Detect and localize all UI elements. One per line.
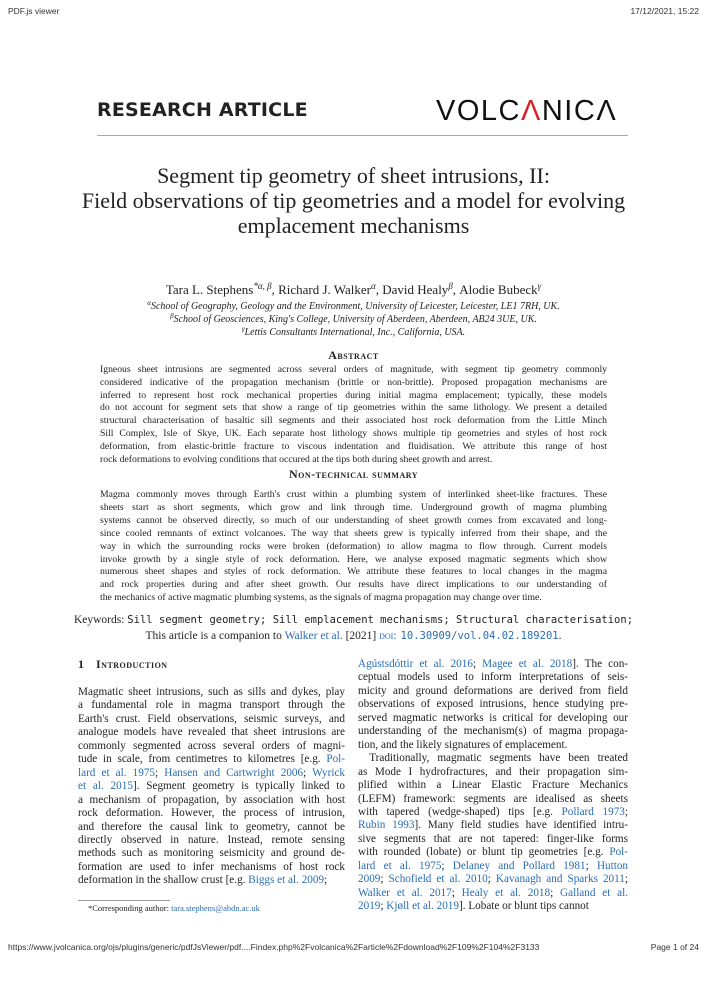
article-type-label: RESEARCH ARTICLE bbox=[97, 99, 308, 121]
text-run: ; bbox=[380, 873, 389, 886]
citation-link[interactable]: Pol- bbox=[609, 846, 628, 859]
text-run: ; bbox=[624, 873, 628, 886]
header-rule bbox=[97, 135, 628, 136]
author-email-link[interactable]: tara.stephens@abdn.ac.uk bbox=[171, 903, 260, 913]
author-name: David Healy bbox=[382, 282, 449, 297]
text-run: ; bbox=[380, 900, 387, 913]
text-line bbox=[100, 566, 607, 579]
title-line: emplacement mechanisms bbox=[237, 213, 470, 238]
text-line bbox=[78, 834, 345, 847]
logo-text: VOLC bbox=[436, 95, 521, 127]
citation-link[interactable]: Magee et al. 2018 bbox=[482, 658, 573, 670]
citation-link[interactable]: 2019 bbox=[358, 900, 381, 913]
keywords-list: Sill segment geometry; Sill emplacement mechanisms; Structural characterisation; bbox=[127, 614, 634, 626]
text-run: ; bbox=[441, 859, 453, 872]
text-run: ]. Many field studies have identified intru- bbox=[414, 819, 628, 832]
text-line bbox=[78, 767, 345, 780]
text-line bbox=[78, 686, 345, 699]
nts-heading: Non-technical summary bbox=[289, 467, 418, 481]
text-run: the mechanics of active magmatic plumbing systems, as the signals of magma propagation may change over time. bbox=[100, 592, 542, 604]
text-run: ; bbox=[585, 859, 597, 872]
author-name: Alodie Bubeck bbox=[459, 282, 538, 297]
companion-link[interactable]: Walker et al. bbox=[284, 630, 343, 642]
author-affiliation-mark: γ bbox=[537, 281, 542, 291]
text-run: ]. Segment geometry is typically linked to bbox=[132, 780, 345, 793]
section-title: Introduction bbox=[96, 657, 168, 671]
text-run: a mechanism of propagation, by association with host bbox=[78, 793, 345, 806]
text-run: ]. Lobate or blunt tips cannot bbox=[459, 900, 589, 913]
text-run: ; bbox=[155, 766, 165, 779]
text-line bbox=[100, 515, 607, 528]
text-run: ; bbox=[303, 766, 313, 779]
text-run: ; bbox=[550, 886, 561, 899]
author-name: Richard J. Walker bbox=[278, 282, 372, 297]
text-run: numerous sheet shapes and styles of rock deformation. We attribute these features to local changes in the magma bbox=[100, 566, 607, 578]
text-run: ; bbox=[472, 658, 483, 670]
text-run: Magmatic sheet intrusions, such as sills and dykes, play bbox=[78, 686, 345, 698]
citation-link[interactable]: Hutton bbox=[596, 859, 628, 872]
citation-link[interactable]: Pol- bbox=[326, 753, 345, 766]
text-line bbox=[100, 377, 607, 390]
text-line bbox=[358, 833, 628, 846]
text-run: rock deformations to evolving conditions that occured at the tips both during sheet growth and arrest. bbox=[100, 453, 493, 465]
author-affiliation-mark: β bbox=[448, 281, 453, 291]
citation-link[interactable]: Kjøll et al. 2019 bbox=[386, 900, 459, 913]
text-line bbox=[100, 364, 607, 377]
section-heading bbox=[78, 657, 168, 671]
punctuation: . bbox=[558, 630, 562, 642]
text-line bbox=[100, 502, 607, 515]
citation-link[interactable]: Hansen and Cartwright 2006 bbox=[164, 766, 304, 779]
text-line bbox=[358, 698, 628, 711]
text-run: and rock properties during and after sheet growth. Our results have direct implications to our understanding of bbox=[100, 579, 607, 591]
text-run: understanding of the mechanism(s) of magma propaga- bbox=[358, 725, 628, 738]
text-line bbox=[358, 779, 628, 792]
text-line bbox=[100, 554, 607, 567]
text-run: analogue models have revealed that sheet intrusions are bbox=[78, 726, 345, 739]
text-line bbox=[78, 740, 345, 753]
logo-accent: Λ bbox=[520, 95, 542, 127]
text-line bbox=[78, 874, 345, 887]
text-line bbox=[358, 712, 628, 725]
text-line bbox=[100, 489, 607, 502]
keywords bbox=[60, 613, 647, 627]
text-line bbox=[78, 821, 345, 834]
text-line bbox=[100, 428, 607, 441]
citation-link[interactable]: 2009 bbox=[358, 873, 381, 886]
author-affiliation-mark: *α, β bbox=[253, 281, 272, 291]
text-run: Sill Complex, Isle of Skye, UK. Each separate host lithology shows multiple tip geometries and styles of host rock bbox=[100, 428, 607, 439]
text-run: inferred to represent host rock mechanical properties during initial magma emplacement; typically, these models bbox=[100, 389, 607, 401]
text-run: ; bbox=[451, 886, 462, 899]
doi-link[interactable]: 10.30909/vol.04.02.189201 bbox=[400, 630, 559, 642]
abstract-heading: Abstract bbox=[328, 348, 379, 362]
footnote-rule bbox=[78, 900, 170, 901]
affiliation bbox=[60, 313, 647, 326]
affiliations bbox=[60, 300, 647, 339]
citation-link[interactable]: lard et al. 1975 bbox=[358, 859, 442, 872]
text-run: Igneous sheet intrusions are segmented across several orders of magnitude, with segment tip geometry commonly bbox=[100, 364, 607, 375]
text-line bbox=[358, 887, 628, 900]
text-run: rock deformation. However, the process of intrusion, bbox=[78, 807, 345, 820]
text-run: tude in scale, from centimetres to kilometres [e.g. bbox=[78, 753, 327, 766]
citation-link[interactable]: Delaney and Pollard 1981 bbox=[452, 859, 586, 872]
text-line bbox=[358, 793, 628, 806]
text-line bbox=[358, 766, 628, 779]
text-run: ; bbox=[624, 805, 628, 818]
text-line bbox=[358, 873, 628, 886]
text-run: invoke growth by a single style of rock deformation. Here, we analyse exposed magmatic segments which show bbox=[100, 553, 607, 565]
text-run: structural characterisation of basaltic sill segments and their associated host rock deformation from the Little Minch bbox=[100, 415, 607, 427]
text-run: commonly segmented across several orders of magni- bbox=[78, 739, 345, 752]
affiliation-text: School of Geosciences, King's College, University of Aberdeen, Aberdeen, AB24 3UE, UK. bbox=[173, 314, 537, 325]
affiliation bbox=[60, 300, 647, 313]
companion-year: [2021] bbox=[345, 630, 377, 642]
citation-link[interactable]: Pollard 1973 bbox=[561, 805, 625, 818]
affiliation-text: Lettis Consultants International, Inc., California, USA. bbox=[244, 327, 466, 338]
text-line bbox=[78, 794, 345, 807]
text-run: ; bbox=[324, 874, 328, 887]
affiliation bbox=[60, 326, 647, 339]
text-line bbox=[100, 402, 607, 415]
footnote bbox=[88, 903, 260, 913]
affiliation-mark: α bbox=[147, 299, 151, 307]
logo-text: NIC bbox=[541, 95, 597, 127]
citation-link[interactable]: et al. 2015 bbox=[78, 780, 133, 793]
text-line bbox=[358, 846, 628, 859]
text-line bbox=[78, 726, 345, 739]
text-line bbox=[100, 415, 607, 428]
citation-link[interactable]: Rubin 1993 bbox=[358, 819, 415, 832]
text-line bbox=[78, 780, 345, 793]
text-run: micity and ground deformations are derived from field bbox=[358, 684, 628, 697]
paper-title bbox=[60, 163, 647, 238]
print-url: https://www.jvolcanica.org/ojs/plugins/generic/pdfJsViewer/pdf....Findex.php%2Fvolcanica%2Farticle%2Fdownload%2F109%2F104%2F3133 bbox=[8, 942, 540, 952]
text-run: methods such as monitoring seismicity and ground de- bbox=[78, 847, 345, 860]
author-name: Tara L. Stephens bbox=[165, 282, 254, 297]
text-line bbox=[100, 441, 607, 454]
author-affiliation-mark: α bbox=[371, 281, 376, 291]
text-run: sive segments that are not tapered: finger-like forms bbox=[358, 832, 628, 845]
title-line: Field observations of tip geometries and a model for evolving bbox=[81, 188, 626, 213]
text-run: with tapered (wedge-shaped) tips [e.g. bbox=[358, 805, 562, 818]
text-run: since cooled remnants of extinct volcanoes. The way that sheets grew is typically inferred from their shape, and the bbox=[100, 527, 607, 539]
text-run: with rounded (lobate) or blunt tip geometries [e.g. bbox=[358, 846, 610, 859]
text-line bbox=[358, 860, 628, 873]
author-list: Tara L. Stephens$^{*\alpha, \beta}$, Richard J. Walker$^\alpha$, David Healy$^\beta$, Alodie Bubeck$^\gamma$ bbox=[165, 281, 542, 297]
text-line bbox=[100, 541, 607, 554]
text-run: plified within a Linear Elastic Fracture Mechanics bbox=[358, 779, 628, 792]
keywords-label: Keywords: bbox=[73, 614, 125, 626]
text-run: tion, and the likely signatures of emplacement. bbox=[358, 738, 568, 751]
citation-link[interactable]: Walker et al. 2017 bbox=[358, 886, 452, 899]
text-line bbox=[358, 806, 628, 819]
text-line bbox=[100, 528, 607, 541]
text-run: Earth's crust. Field observations, seismic surveys, and bbox=[78, 712, 345, 725]
text-line bbox=[100, 592, 607, 605]
text-line bbox=[100, 579, 607, 592]
companion-note bbox=[60, 629, 647, 643]
companion-text: This article is a companion to bbox=[145, 630, 282, 642]
text-line bbox=[358, 685, 628, 698]
text-run: a fundamental role in magma transport through the bbox=[78, 699, 345, 712]
text-line bbox=[78, 713, 345, 726]
citation-link[interactable]: Wyrick bbox=[312, 766, 345, 779]
journal-logo bbox=[436, 95, 617, 128]
text-run: ; bbox=[487, 873, 496, 886]
citation-link[interactable]: Ágústsdóttir et al. 2016 bbox=[358, 658, 473, 670]
logo-text: Λ bbox=[596, 95, 618, 127]
text-run: do not account for segment sets that show a range of tip geometries within the same lithology. We present a detailed bbox=[100, 402, 607, 414]
text-line bbox=[100, 390, 607, 403]
print-page-number: Page 1 of 24 bbox=[650, 942, 699, 952]
text-run: (LEFM) framework: segments are idealised as sheets bbox=[358, 792, 628, 805]
text-run: Traditionally, magmatic segments have been treated bbox=[358, 752, 628, 765]
text-run: served magmatic networks is critical for developing our bbox=[358, 711, 628, 724]
text-run: Magma commonly moves through Earth's crust within a plumbing system of interlinked sheet-like fractures. These bbox=[100, 489, 607, 500]
text-line bbox=[358, 739, 628, 752]
section-number: 1 bbox=[78, 657, 84, 671]
text-line bbox=[358, 671, 628, 684]
text-line bbox=[358, 819, 628, 832]
browser-print-title: PDF.js viewer bbox=[8, 6, 60, 16]
footnote-label: *Corresponding author: bbox=[88, 903, 169, 913]
text-line bbox=[78, 847, 345, 860]
text-line bbox=[358, 752, 628, 765]
text-run: sheets start as short segments, which grow and link through time. Underground growth of magma plumbing bbox=[100, 501, 607, 513]
affiliation-mark: β bbox=[170, 312, 174, 320]
text-run: ]. The con- bbox=[572, 658, 628, 670]
text-run: ceptual models used to inform interpretations of seis- bbox=[358, 671, 628, 684]
citation-link[interactable]: Kavanagh and Sparks 2011 bbox=[495, 873, 625, 886]
text-run: and therefore the causal link to geometry, cannot be bbox=[78, 820, 345, 833]
title-line: Segment tip geometry of sheet intrusions, II: bbox=[157, 163, 550, 188]
text-line bbox=[78, 861, 345, 874]
affiliation-text: School of Geography, Geology and the Environment, University of Leicester, Leicester, LE1 7RH, UK. bbox=[150, 301, 560, 312]
text-line bbox=[78, 699, 345, 712]
text-run: considered indicative of the propagation mechanism (brittle or non-brittle). Proposed propagation mechanisms are bbox=[100, 376, 607, 388]
text-run: deformation in the shallow crust [e.g. bbox=[78, 874, 249, 887]
text-line bbox=[100, 454, 607, 467]
citation-link[interactable]: Galland et al. bbox=[560, 886, 628, 899]
text-run: as Mode I hydrofractures, and their propagation sim- bbox=[358, 765, 628, 778]
citation-link[interactable]: lard et al. 1975 bbox=[78, 766, 156, 779]
text-run: observations of exposed intrusions, hence studying pre- bbox=[358, 698, 628, 711]
citation-link[interactable]: Biggs et al. 2009 bbox=[248, 874, 325, 887]
text-run: systems cannot be observed directly, so much of our understanding of sheet growth comes from excavated and long- bbox=[100, 514, 607, 526]
affiliation-mark: γ bbox=[241, 325, 245, 333]
text-line bbox=[358, 658, 628, 671]
text-line bbox=[358, 725, 628, 738]
text-line bbox=[78, 807, 345, 820]
print-timestamp: 17/12/2021, 15:22 bbox=[630, 6, 699, 16]
text-run: deformation, from elastic-brittle fracture to viscous indentation and fluidisation. We attribute this range of host bbox=[100, 440, 607, 452]
citation-link[interactable]: Schofield et al. 2010 bbox=[388, 873, 488, 886]
citation-link[interactable]: Healy et al. 2018 bbox=[461, 886, 551, 899]
doi-label: doi: bbox=[379, 630, 397, 642]
text-run: directly observed in nature. Instead, remote sensing bbox=[78, 833, 345, 846]
text-run: formation are used to infer mechanisms of host rock bbox=[78, 860, 345, 873]
text-line bbox=[358, 900, 628, 913]
text-run: way in which the surrounding rocks were broken (deformation) to allow magma to flow through. Current models bbox=[100, 540, 607, 552]
text-line bbox=[78, 753, 345, 766]
